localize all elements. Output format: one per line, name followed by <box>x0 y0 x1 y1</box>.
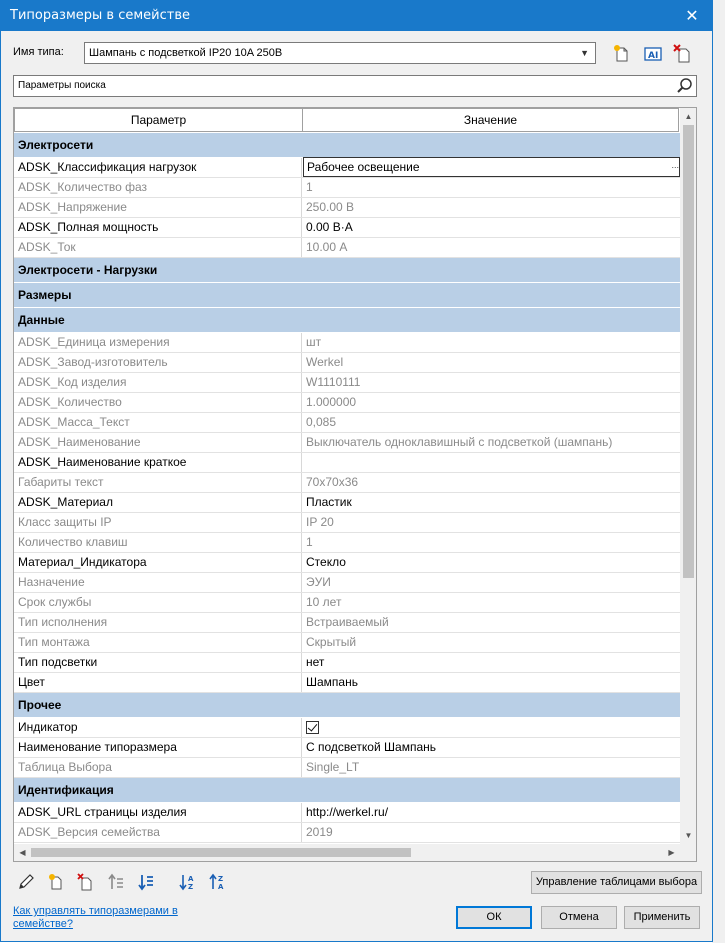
vertical-scrollbar[interactable] <box>680 108 697 844</box>
parameter-name-cell: Габариты текст <box>14 473 302 492</box>
parameter-name-cell: ADSK_Наименование краткое <box>14 453 302 472</box>
parameter-value-text: Werkel <box>306 355 344 369</box>
dialog-titlebar <box>1 1 712 31</box>
parameter-value-text: ЭУИ <box>306 575 331 589</box>
parameter-row[interactable] <box>14 513 680 533</box>
parameter-name-cell: Наименование типоразмера <box>14 738 302 757</box>
parameter-value-text: Шампань <box>306 675 358 689</box>
rename-type-icon[interactable] <box>643 44 663 64</box>
type-name-value: Шампань с подсветкой IP20 10A 250B <box>89 47 283 59</box>
svg-text:AI: AI <box>648 51 659 61</box>
scrollbar-corner <box>680 844 697 861</box>
parameter-name-cell: ADSK_Код изделия <box>14 373 302 392</box>
manage-lookup-tables-button[interactable]: Управление таблицами выбора <box>531 871 702 894</box>
parameter-value-cell <box>303 373 680 392</box>
svg-text:Z: Z <box>188 883 194 891</box>
parameter-row[interactable] <box>14 333 680 353</box>
parameter-row[interactable] <box>14 453 680 473</box>
parameter-value-cell[interactable] <box>303 718 680 737</box>
parameter-name-cell: ADSK_Количество <box>14 393 302 412</box>
parameter-search-input[interactable] <box>13 75 697 97</box>
scroll-right-icon[interactable]: ▶ <box>668 848 675 857</box>
parameter-row[interactable] <box>14 238 680 258</box>
horizontal-scroll-thumb[interactable] <box>31 848 411 857</box>
parameter-value-cell <box>303 758 680 777</box>
type-name-select[interactable] <box>84 42 596 64</box>
parameter-name-cell: ADSK_URL страницы изделия <box>14 803 302 822</box>
parameter-value-text: http://werkel.ru/ <box>306 805 389 819</box>
group-header-row[interactable]: Прочее <box>14 693 680 718</box>
parameter-value-cell <box>303 238 680 257</box>
background-window-edge <box>712 0 725 943</box>
close-button[interactable]: ✕ <box>685 6 699 25</box>
parameter-value-cell[interactable] <box>303 553 680 572</box>
parameter-name-cell: Индикатор <box>14 718 302 737</box>
search-icon[interactable] <box>676 77 694 95</box>
parameter-value-text: Пластик <box>306 495 352 509</box>
parameter-value-cell[interactable] <box>303 738 680 757</box>
scroll-up-icon[interactable]: ▲ <box>684 112 693 121</box>
parameter-name-cell: Тип монтажа <box>14 633 302 652</box>
parameter-row[interactable] <box>14 218 680 238</box>
parameter-value-cell[interactable] <box>303 493 680 512</box>
parameter-value-text: W1110111 <box>306 375 361 389</box>
parameter-value-text: 1.000000 <box>306 395 357 409</box>
parameter-name-cell: ADSK_Масса_Текст <box>14 413 302 432</box>
parameter-name-cell: ADSK_Версия семейства <box>14 823 302 842</box>
parameter-value-text: IP 20 <box>306 515 334 529</box>
parameter-name-cell: Назначение <box>14 573 302 592</box>
ok-button[interactable]: ОК <box>456 906 532 929</box>
parameter-value-text: 1 <box>306 535 313 549</box>
svg-text:A: A <box>188 875 194 883</box>
parameter-row[interactable] <box>14 613 680 633</box>
type-name-label: Имя типа: <box>13 46 64 58</box>
parameter-value-text: Скрытый <box>306 635 357 649</box>
parameter-name-cell: Таблица Выбора <box>14 758 302 777</box>
parameter-value-cell <box>303 333 680 352</box>
parameter-name-cell: ADSK_Единица измерения <box>14 333 302 352</box>
dialog-title: Типоразмеры в семействе <box>10 8 191 23</box>
group-header-row[interactable]: Размеры <box>14 283 680 308</box>
parameter-row[interactable] <box>14 533 680 553</box>
pencil-icon[interactable] <box>17 873 35 891</box>
parameter-row[interactable] <box>14 738 680 758</box>
parameter-row[interactable] <box>14 433 680 453</box>
parameter-row[interactable] <box>14 803 680 823</box>
column-header-parameter[interactable]: Параметр <box>14 108 303 132</box>
chevron-down-icon: ▼ <box>580 48 589 58</box>
parameter-value-cell <box>303 198 680 217</box>
delete-parameter-icon[interactable] <box>77 873 95 891</box>
parameter-name-cell: Срок службы <box>14 593 302 612</box>
parameter-name-cell: ADSK_Классификация нагрузок <box>14 158 302 177</box>
parameter-name-cell: ADSK_Ток <box>14 238 302 257</box>
parameter-row[interactable] <box>14 198 680 218</box>
parameter-value-cell <box>303 353 680 372</box>
parameter-value-text: Встраиваемый <box>306 615 389 629</box>
parameter-value-text: 10 лет <box>306 595 342 609</box>
svg-text:Z: Z <box>218 875 224 883</box>
parameter-name-cell: ADSK_Напряжение <box>14 198 302 217</box>
parameter-name-cell: ADSK_Материал <box>14 493 302 512</box>
parameter-value-text: 250.00 В <box>306 200 355 214</box>
parameter-row[interactable] <box>14 573 680 593</box>
parameter-value-text: нет <box>306 655 325 669</box>
help-link[interactable]: Как управлять типоразмерами в семействе? <box>13 905 178 930</box>
vertical-scroll-thumb[interactable] <box>683 125 694 578</box>
parameter-row[interactable] <box>14 178 680 198</box>
parameter-row[interactable] <box>14 823 680 843</box>
parameter-value-text: 0.00 В·А <box>306 220 353 234</box>
parameter-name-cell: ADSK_Количество фаз <box>14 178 302 197</box>
column-header-value[interactable]: Значение <box>302 108 679 132</box>
indicator-checkbox[interactable] <box>306 721 319 734</box>
ellipsis-button-icon[interactable]: ... <box>671 160 679 170</box>
parameter-row[interactable] <box>14 633 680 653</box>
parameter-row[interactable] <box>14 758 680 778</box>
parameter-value-text: Рабочее освещение <box>307 160 420 174</box>
parameter-value-cell <box>303 593 680 612</box>
parameter-value-text: шт <box>306 335 322 349</box>
sort-descending-icon[interactable] <box>209 873 227 891</box>
parameter-value-text: 0,085 <box>306 415 337 429</box>
sort-ascending-icon[interactable] <box>179 873 197 891</box>
parameter-row[interactable] <box>14 673 680 693</box>
group-header-row[interactable]: Данные <box>14 308 680 333</box>
parameter-value-cell[interactable] <box>303 453 680 472</box>
group-header-row[interactable]: Электросети - Нагрузки <box>14 258 680 283</box>
parameter-value-text: 2019 <box>306 825 333 839</box>
parameter-value-text: 10.00 А <box>306 240 348 254</box>
parameter-row[interactable] <box>14 158 680 178</box>
parameter-value-cell <box>303 393 680 412</box>
parameter-name-cell: Тип исполнения <box>14 613 302 632</box>
parameter-value-text: Выключатель одноклавишный с подсветкой (шампань) <box>306 435 613 449</box>
parameter-name-cell: Материал_Индикатора <box>14 553 302 572</box>
parameter-value-cell <box>303 633 680 652</box>
parameter-value-cell[interactable] <box>303 673 680 692</box>
parameter-value-cell[interactable] <box>303 218 680 237</box>
parameter-row[interactable] <box>14 493 680 513</box>
parameter-value-cell <box>303 513 680 532</box>
search-placeholder: Параметры поиска <box>18 80 106 91</box>
parameter-name-cell: ADSK_Наименование <box>14 433 302 452</box>
group-header-row[interactable]: Электросети <box>14 133 680 158</box>
parameter-value-cell <box>303 433 680 452</box>
new-type-icon[interactable] <box>612 44 632 64</box>
parameter-value-cell[interactable] <box>303 803 680 822</box>
parameter-row[interactable] <box>14 473 680 493</box>
parameter-row[interactable] <box>14 718 680 738</box>
parameter-value-input[interactable] <box>303 157 680 177</box>
move-down-icon[interactable] <box>137 873 155 891</box>
parameter-name-cell: ADSK_Завод-изготовитель <box>14 353 302 372</box>
parameter-row[interactable] <box>14 353 680 373</box>
apply-button[interactable]: Применить <box>624 906 700 929</box>
parameter-value-cell <box>303 613 680 632</box>
scroll-left-icon[interactable]: ◀ <box>19 848 26 857</box>
parameter-name-cell: Количество клавиш <box>14 533 302 552</box>
parameter-value-cell <box>303 178 680 197</box>
svg-text:A: A <box>218 883 224 891</box>
parameter-value-text: С подсветкой Шампань <box>306 740 436 754</box>
horizontal-scrollbar[interactable] <box>14 844 680 861</box>
parameter-name-cell: Цвет <box>14 673 302 692</box>
parameter-name-cell: ADSK_Полная мощность <box>14 218 302 237</box>
parameter-name-cell: Класс защиты IP <box>14 513 302 532</box>
new-parameter-icon[interactable] <box>47 873 65 891</box>
parameter-value-cell <box>303 533 680 552</box>
scroll-down-icon[interactable]: ▼ <box>684 831 693 840</box>
parameter-value-cell <box>303 823 680 842</box>
parameter-value-text: Стекло <box>306 555 346 569</box>
parameter-row[interactable] <box>14 653 680 673</box>
parameter-value-cell <box>303 413 680 432</box>
parameter-value-cell[interactable] <box>303 653 680 672</box>
delete-type-icon[interactable] <box>673 44 693 64</box>
parameter-value-cell <box>303 473 680 492</box>
parameter-row[interactable] <box>14 593 680 613</box>
parameter-row[interactable] <box>14 413 680 433</box>
parameter-row[interactable] <box>14 393 680 413</box>
parameter-value-text: 1 <box>306 180 313 194</box>
parameter-value-cell <box>303 573 680 592</box>
parameter-value-text: 70x70x36 <box>306 475 359 489</box>
parameter-row[interactable] <box>14 553 680 573</box>
group-header-row[interactable]: Идентификация <box>14 778 680 803</box>
parameter-value-text: Single_LT <box>306 760 360 774</box>
parameters-grid <box>13 107 697 862</box>
parameter-name-cell: Тип подсветки <box>14 653 302 672</box>
parameter-row[interactable] <box>14 373 680 393</box>
parameter-rows <box>14 133 680 853</box>
move-up-icon[interactable] <box>107 873 125 891</box>
cancel-button[interactable]: Отмена <box>541 906 617 929</box>
